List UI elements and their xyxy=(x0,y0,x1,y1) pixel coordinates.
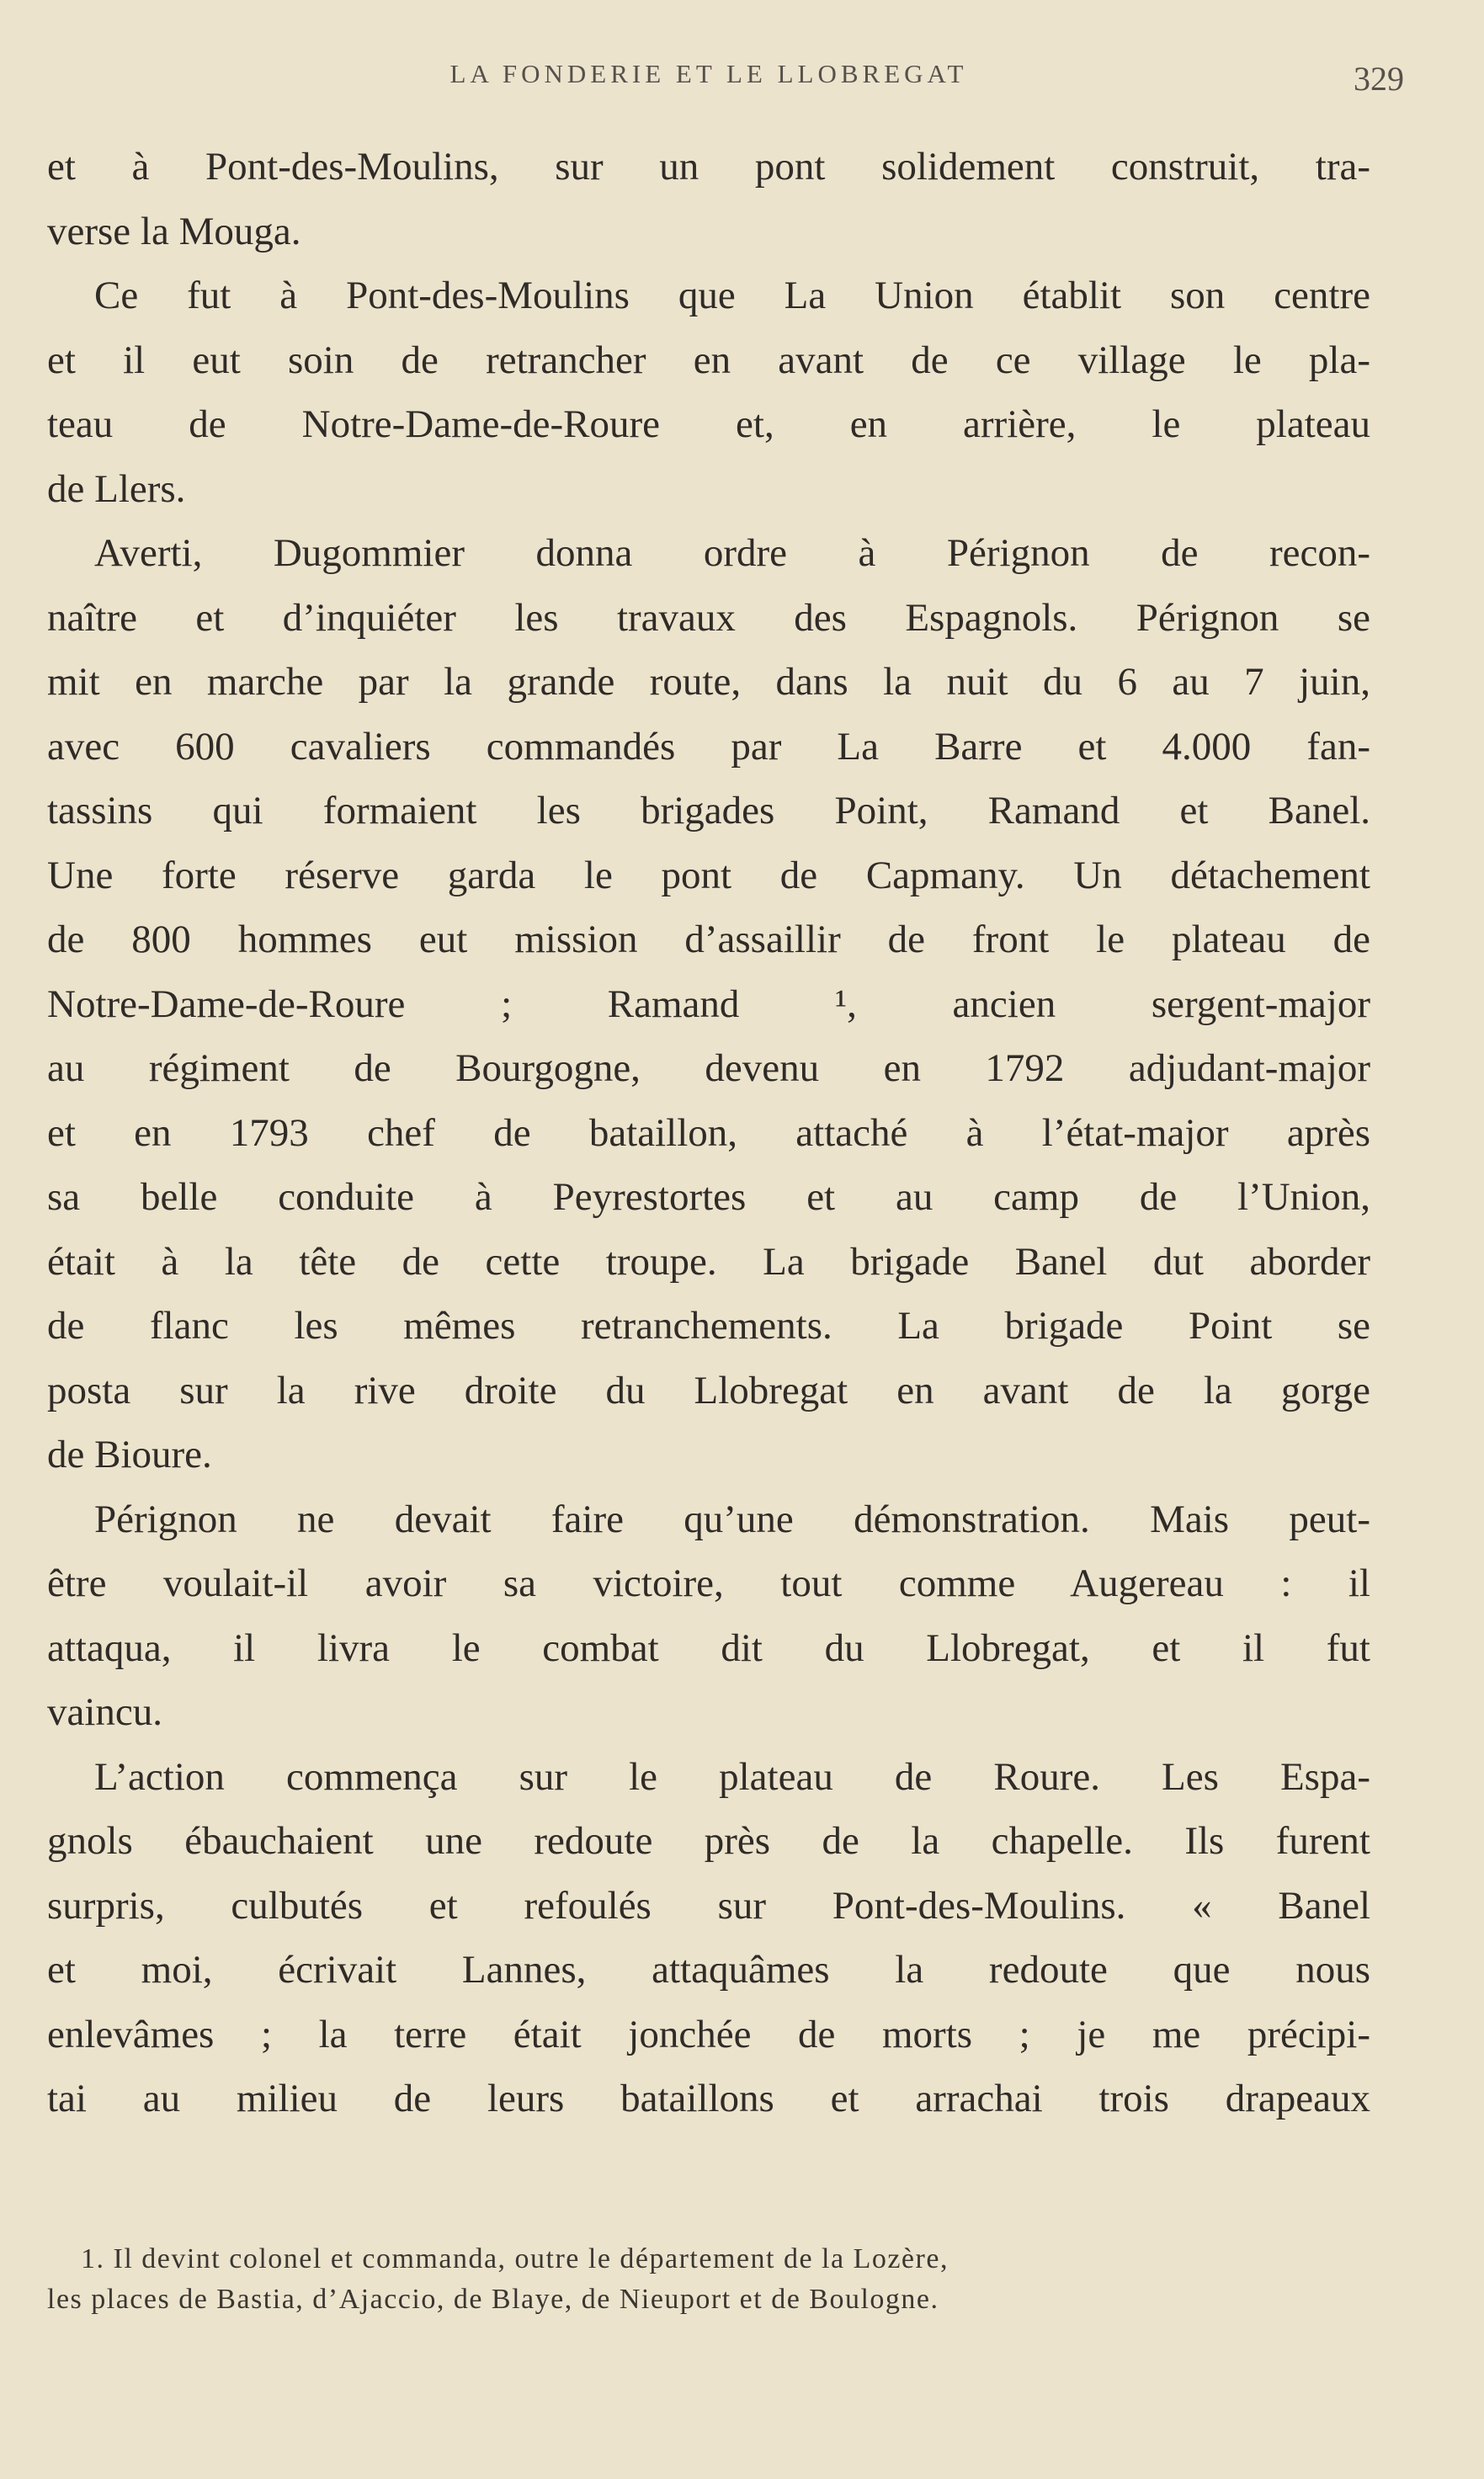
text-line: de 800 hommes eut mission d’assaillir de front le plateau de xyxy=(47,918,1370,961)
text-line: mit en marche par la grande route, dans la nuit du 6 au 7 juin, xyxy=(47,660,1370,704)
footnote-line: 1. Il devint colonel et commanda, outre le département de la Lozère, xyxy=(81,2243,949,2274)
text-line: Averti, Dugommier donna ordre à Pérignon de recon- xyxy=(94,531,1370,575)
text-line: et à Pont-des-Moulins, sur un pont solidement construit, tra- xyxy=(47,145,1370,189)
text-line: au régiment de Bourgogne, devenu en 1792 adjudant-major xyxy=(47,1046,1370,1090)
text-line: avec 600 cavaliers commandés par La Barre et 4.000 fan- xyxy=(47,724,1370,769)
text-line: vaincu. xyxy=(47,1690,163,1734)
text-line: tai au milieu de leurs bataillons et arrachai trois drapeaux xyxy=(47,2077,1370,2120)
footnote-line: les places de Bastia, d’Ajaccio, de Blaye, de Nieuport et de Boulogne. xyxy=(47,2284,939,2315)
text-line: sa belle conduite à Peyrestortes et au camp de l’Union, xyxy=(47,1175,1370,1219)
text-line: de Bioure. xyxy=(47,1433,212,1476)
text-line: tassins qui formaient les brigades Point, Ramand et Banel. xyxy=(47,789,1370,833)
text-line: verse la Mouga. xyxy=(47,209,301,253)
text-line: était à la tête de cette troupe. La brigade Banel dut aborder xyxy=(47,1239,1370,1284)
text-line: Notre-Dame-de-Roure ; Ramand ¹, ancien sergent-major xyxy=(47,981,1370,1026)
page-number: 329 xyxy=(1354,60,1404,98)
text-line: Pérignon ne devait faire qu’une démonstration. Mais peut- xyxy=(94,1497,1370,1541)
text-line: et en 1793 chef de bataillon, attaché à l’état-major après xyxy=(47,1110,1370,1155)
text-line: naître et d’inquiéter les travaux des Espagnols. Pérignon se xyxy=(47,595,1370,640)
text-line: et moi, écrivait Lannes, attaquâmes la redoute que nous xyxy=(47,1948,1370,1992)
text-line: gnols ébauchaient une redoute près de la chapelle. Ils furent xyxy=(47,1819,1370,1863)
text-line: de Llers. xyxy=(47,466,186,511)
text-line: surpris, culbutés et refoulés sur Pont-des-Moulins. « Banel xyxy=(47,1883,1370,1928)
text-line: Ce fut à Pont-des-Moulins que La Union établit son centre xyxy=(94,274,1370,317)
text-line: être voulait-il avoir sa victoire, tout comme Augereau : il xyxy=(47,1561,1370,1605)
footnotes xyxy=(47,2239,1242,2320)
text-line: attaqua, il livra le combat dit du Llobregat, et il fut xyxy=(47,1625,1370,1670)
page-header xyxy=(47,59,1404,101)
text-line: enlevâmes ; la terre était jonchée de morts ; je me précipi- xyxy=(47,2012,1370,2056)
running-title: LA FONDERIE ET LE LLOBREGAT xyxy=(449,59,968,88)
body-text xyxy=(47,135,1370,2131)
text-line: posta sur la rive droite du Llobregat en avant de la gorge xyxy=(47,1368,1370,1412)
text-line: Une forte réserve garda le pont de Capmany. Un détachement xyxy=(47,853,1370,897)
text-line: L’action commença sur le plateau de Roure. Les Espa- xyxy=(94,1754,1370,1799)
text-line: et il eut soin de retrancher en avant de ce village le pla- xyxy=(47,338,1370,382)
text-line: de flanc les mêmes retranchements. La brigade Point se xyxy=(47,1304,1370,1348)
text-line: teau de Notre-Dame-de-Roure et, en arrière, le plateau xyxy=(47,402,1370,446)
